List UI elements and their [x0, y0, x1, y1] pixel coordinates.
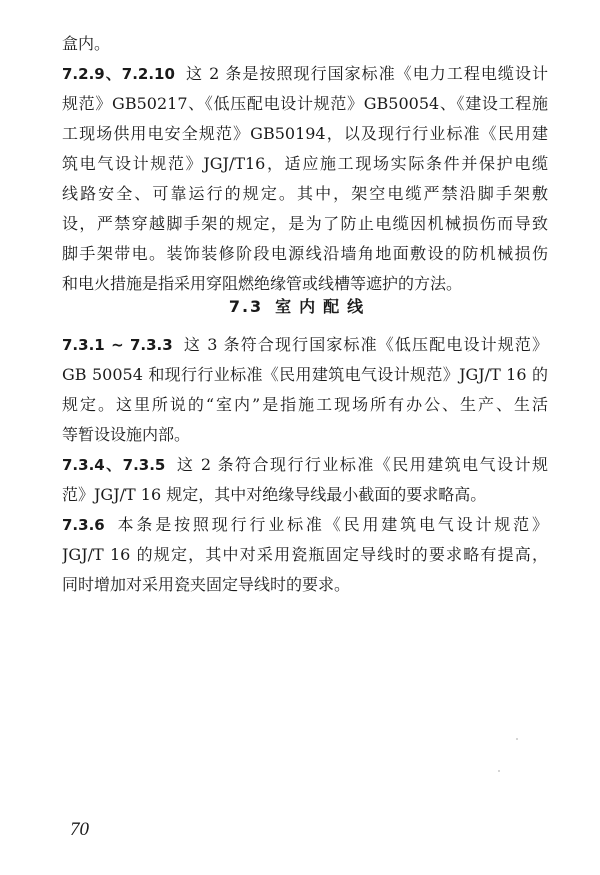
line-text: 范》JGJ/T 16 规定，其中对绝缘导线最小截面的要求略高。 [62, 485, 487, 504]
text-line [62, 450, 548, 480]
section-heading [0, 292, 600, 322]
text-line [62, 420, 548, 450]
clause-number: 7.3.6 [62, 516, 105, 534]
line-text: 这 3 条符合现行国家标准《低压配电设计规范》 [182, 335, 548, 354]
section-number: 7.3 [228, 297, 264, 316]
line-text: 规定。这里所说的“室内”是指施工现场所有办公、生产、生活 [62, 395, 548, 414]
text-line [62, 480, 548, 510]
line-text: 盒内。 [62, 34, 111, 53]
text-line [62, 179, 548, 209]
line-text: 等暂设设施内部。 [62, 425, 191, 444]
clause-number: 7.3.1 ~ 7.3.3 [62, 336, 173, 354]
line-text: 本条是按照现行行业标准《民用建筑电气设计规范》 [114, 515, 548, 534]
clause-number: 7.2.9、7.2.10 [62, 65, 175, 83]
scan-speck [516, 738, 518, 740]
text-line [62, 540, 548, 570]
clause-number: 7.3.4、7.3.5 [62, 456, 166, 474]
text-line [62, 29, 548, 59]
text-line [62, 209, 548, 239]
text-line [62, 59, 548, 89]
text-line [62, 360, 548, 390]
scan-speck [498, 770, 500, 772]
line-text: 工现场供用电安全规范》GB50194，以及现行行业标准《民用建 [62, 124, 548, 143]
page-number: 70 [70, 819, 89, 840]
text-line [62, 239, 548, 269]
text-line [62, 330, 548, 360]
line-text: 和电火措施是指采用穿阻燃绝缘管或线槽等遮护的方法。 [62, 274, 463, 293]
line-text: 同时增加对采用瓷夹固定导线时的要求。 [62, 575, 351, 594]
line-text: 线路安全、可靠运行的规定。其中，架空电缆严禁沿脚手架敷 [62, 184, 548, 203]
line-text: 设，严禁穿越脚手架的规定，是为了防止电缆因机械损伤而导致 [62, 214, 548, 233]
line-text: 筑电气设计规范》JGJ/T16，适应施工现场实际条件并保护电缆 [62, 154, 548, 173]
text-line [62, 510, 548, 540]
text-line [62, 119, 548, 149]
line-text: 这 2 条符合现行行业标准《民用建筑电气设计规 [175, 455, 548, 474]
line-text: GB 50054 和现行行业标准《民用建筑电气设计规范》JGJ/T 16 的 [62, 365, 548, 384]
text-line [62, 390, 548, 420]
line-text: JGJ/T 16 的规定，其中对采用瓷瓶固定导线时的要求略有提高， [62, 545, 548, 564]
line-text: 规范》GB50217、《低压配电设计规范》GB50054、《建设工程施 [62, 94, 548, 113]
line-text: 脚手架带电。装饰装修阶段电源线沿墙角地面敷设的防机械损伤 [62, 244, 548, 263]
text-line [62, 149, 548, 179]
text-line [62, 89, 548, 119]
section-title: 室内配线 [275, 297, 372, 316]
text-line [62, 570, 548, 600]
line-text: 这 2 条是按照现行国家标准《电力工程电缆设计 [184, 64, 548, 83]
